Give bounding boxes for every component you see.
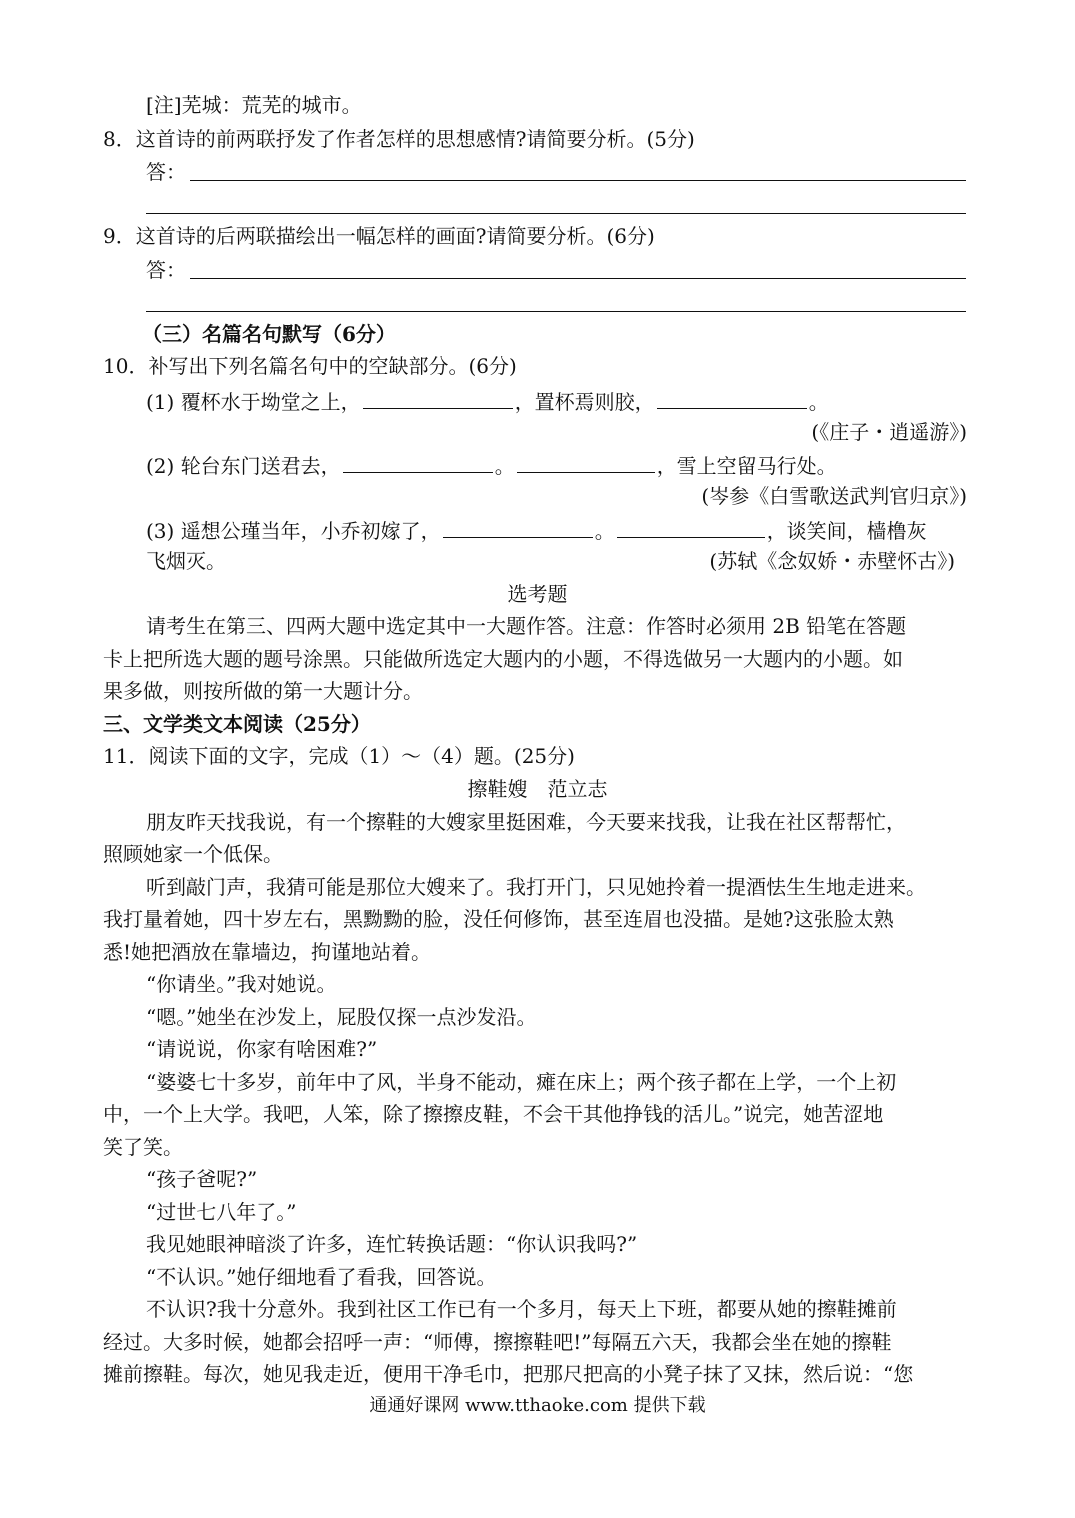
story-line: “请说说，你家有啥困难?” <box>146 1037 378 1061</box>
story-title: 擦鞋嫂 范立志 <box>467 777 608 801</box>
story-line: 经过。大多时候，她都会招呼一声：“师傅，擦擦鞋吧!”每隔五六天，我都会坐在她的擦鞋 <box>103 1330 892 1354</box>
story-line: “过世七八年了。” <box>146 1200 297 1224</box>
story-line: 照顾她家一个低保。 <box>103 842 283 866</box>
answer-line-9a[interactable] <box>190 278 966 279</box>
fill-item-1: (1) 覆杯水于坳堂之上， ，置杯焉则胶， 。 <box>146 384 829 416</box>
story-line: 我打量着她，四十岁左右，黑黝黝的脸，没任何修饰，甚至连眉也没描。是她?这张脸太熟 <box>103 907 894 931</box>
story-line: 听到敲门声，我猜可能是那位大嫂来了。我打开门，只见她拎着一提酒怯生生地走进来。 <box>146 875 926 899</box>
blank-1b[interactable] <box>657 384 807 409</box>
answer-label-9: 答： <box>146 258 186 282</box>
story-line: 中，一个上大学。我吧，人笨，除了擦擦皮鞋，不会干其他挣钱的活儿。”说完，她苦涩地 <box>103 1102 884 1126</box>
source-3: (苏轼《念奴娇・赤壁怀古》) <box>709 549 955 573</box>
fill-item-2: (2) 轮台东门送君去， 。 ，雪上空留马行处。 <box>146 448 837 480</box>
part-heading-literary-reading: 三、文学类文本阅读（25分） <box>103 712 371 736</box>
answer-line-9b[interactable] <box>146 311 966 312</box>
story-line: “孩子爸呢?” <box>146 1167 258 1191</box>
question-10: 10．补写出下列名篇名句中的空缺部分。(6分) <box>103 354 517 378</box>
section-heading-recitation: （三）名篇名句默写（6分） <box>142 322 396 346</box>
answer-line-8b[interactable] <box>146 213 966 214</box>
elective-title: 选考题 <box>507 582 568 606</box>
question-9: 9．这首诗的后两联描绘出一幅怎样的画面?请简要分析。(6分) <box>103 224 655 248</box>
blank-1a[interactable] <box>363 384 513 409</box>
fill-item-3-cont: 飞烟灭。 <box>146 549 226 573</box>
answer-line-8a[interactable] <box>190 180 966 181</box>
question-8: 8．这首诗的前两联抒发了作者怎样的思想感情?请简要分析。(5分) <box>103 127 695 151</box>
story-line: 我见她眼神暗淡了许多，连忙转换话题：“你认识我吗?” <box>146 1232 638 1256</box>
blank-2b[interactable] <box>517 448 655 473</box>
story-line: “嗯。”她坐在沙发上，屁股仅探一点沙发沿。 <box>146 1005 537 1029</box>
story-line: “你请坐。”我对她说。 <box>146 972 337 996</box>
blank-3b[interactable] <box>617 513 765 538</box>
blank-2a[interactable] <box>343 448 493 473</box>
poem-note: [注]芜城：荒芜的城市。 <box>146 93 362 117</box>
answer-label-8: 答： <box>146 160 186 184</box>
source-1: (《庄子・逍遥游》) <box>811 420 967 444</box>
story-line: “婆婆七十多岁，前年中了风，半身不能动，瘫在床上；两个孩子都在上学，一个上初 <box>146 1070 897 1094</box>
source-2: (岑参《白雪歌送武判官归京》) <box>701 484 967 508</box>
story-line: “不认识。”她仔细地看了看我，回答说。 <box>146 1265 497 1289</box>
story-line: 朋友昨天找我说，有一个擦鞋的大嫂家里挺困难，今天要来找我，让我在社区帮帮忙， <box>146 810 906 834</box>
blank-3a[interactable] <box>443 513 593 538</box>
page-footer: 通通好课网 www.tthaoke.com 提供下载 <box>369 1395 706 1416</box>
story-line: 悉!她把酒放在靠墙边，拘谨地站着。 <box>103 940 432 964</box>
elective-instructions-2: 卡上把所选大题的题号涂黑。只能做所选定大题内的小题，不得选做另一大题内的小题。如 <box>103 647 903 671</box>
elective-instructions-3: 果多做，则按所做的第一大题计分。 <box>103 679 423 703</box>
fill-item-3: (3) 遥想公瑾当年，小乔初嫁了， 。 ，谈笑间，樯橹灰 <box>146 513 927 545</box>
story-line: 不认识?我十分意外。我到社区工作已有一个多月，每天上下班，都要从她的擦鞋摊前 <box>146 1297 897 1321</box>
story-line: 摊前擦鞋。每次，她见我走近，便用干净毛巾，把那尺把高的小凳子抹了又抹，然后说：“您 <box>103 1362 914 1386</box>
story-line: 笑了笑。 <box>103 1135 183 1159</box>
elective-instructions-1: 请考生在第三、四两大题中选定其中一大题作答。注意：作答时必须用 2B 铅笔在答题 <box>146 614 907 638</box>
question-11: 11．阅读下面的文字，完成（1）～（4）题。(25分) <box>103 744 575 768</box>
